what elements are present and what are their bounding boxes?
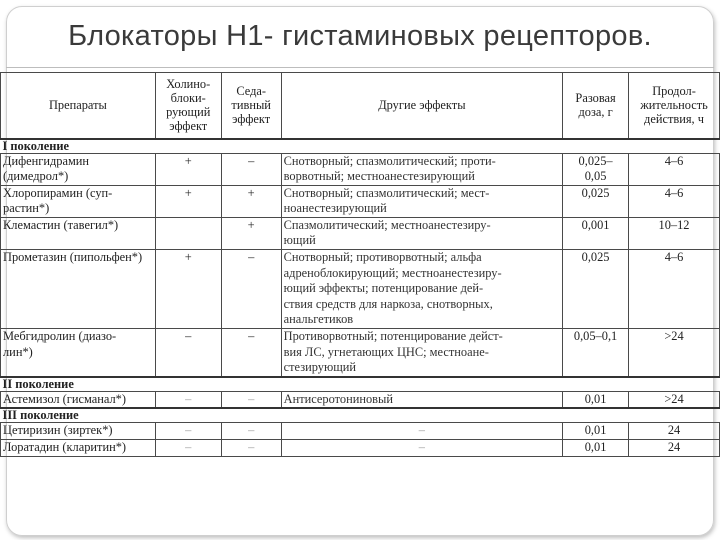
drug-name-cell bbox=[1, 391, 156, 408]
header-line: Продол- bbox=[652, 84, 696, 99]
table-row bbox=[1, 423, 720, 440]
header-line: действия, ч bbox=[644, 112, 704, 127]
drug-name-cell bbox=[1, 250, 156, 329]
cell-line: Снотворный; спазмолитический; проти- bbox=[283, 153, 496, 168]
sedative-cell bbox=[221, 440, 281, 457]
cell-line: – bbox=[248, 153, 255, 168]
section-label bbox=[1, 139, 720, 154]
cell-line: адреноблокирующий; местноанестезиру- bbox=[283, 265, 502, 280]
sedative-cell bbox=[221, 391, 281, 408]
table-row bbox=[1, 217, 720, 249]
cell-line: 4–6 bbox=[664, 250, 684, 265]
dose-cell bbox=[563, 217, 629, 249]
sedative-cell bbox=[221, 329, 281, 377]
other-effects-cell bbox=[281, 250, 562, 329]
cell-line: – bbox=[248, 391, 255, 406]
cholinoblocking-cell bbox=[155, 391, 221, 408]
cell-line: + bbox=[184, 250, 192, 265]
cell-line: Прометазин (пипольфен*) bbox=[3, 250, 143, 265]
cell-line: Мебгидролин (диазо- bbox=[3, 329, 117, 344]
header-duration bbox=[629, 73, 720, 139]
section-label-text: II поколение bbox=[2, 376, 74, 391]
sedative-cell bbox=[221, 153, 281, 185]
dose-cell bbox=[563, 391, 629, 408]
header-drugs: Препараты bbox=[1, 73, 156, 139]
other-effects-cell bbox=[281, 440, 562, 457]
cell-line: – bbox=[185, 391, 192, 406]
drug-name-cell bbox=[1, 440, 156, 457]
header-line: Седа- bbox=[236, 84, 267, 99]
antihistamine-table bbox=[0, 72, 720, 457]
header-other-effects: Другие эффекты bbox=[281, 73, 562, 139]
header-line: блоки- bbox=[170, 91, 206, 106]
table-row bbox=[1, 153, 720, 185]
other-effects-cell bbox=[281, 423, 562, 440]
cell-line: – bbox=[418, 440, 425, 454]
header-line: эффект bbox=[169, 119, 208, 134]
header-line: эффект bbox=[232, 112, 271, 127]
dose-cell bbox=[563, 153, 629, 185]
cholinoblocking-cell bbox=[155, 153, 221, 185]
cell-line: 24 bbox=[667, 423, 681, 438]
cholinoblocking-cell bbox=[155, 423, 221, 440]
duration-cell bbox=[629, 250, 720, 329]
section-label bbox=[1, 377, 720, 392]
cell-line: + bbox=[247, 217, 255, 232]
cell-line: + bbox=[184, 185, 192, 200]
cell-line: – bbox=[185, 329, 192, 344]
cell-line: + bbox=[247, 185, 255, 200]
sedative-cell bbox=[221, 217, 281, 249]
cell-line: – bbox=[185, 423, 192, 438]
duration-cell bbox=[629, 329, 720, 377]
cell-line: Астемизол (гисманал*) bbox=[3, 391, 126, 406]
cell-line: 0,025 bbox=[581, 185, 610, 200]
drug-name-cell bbox=[1, 217, 156, 249]
section-row bbox=[1, 139, 720, 154]
table-row bbox=[1, 329, 720, 377]
other-effects-cell bbox=[281, 153, 562, 185]
cell-line: растин*) bbox=[3, 201, 50, 216]
duration-cell bbox=[629, 217, 720, 249]
header-line: Холино- bbox=[166, 77, 211, 92]
cell-line: – bbox=[248, 423, 255, 438]
cell-line: 0,001 bbox=[581, 217, 610, 232]
cell-line: Дифенгидрамин bbox=[3, 153, 90, 168]
cell-line: Хлоропирамин (суп- bbox=[3, 185, 113, 200]
cell-line: ствия средств для наркоза, снотворных, bbox=[283, 296, 493, 311]
other-effects-cell bbox=[281, 185, 562, 217]
section-row bbox=[1, 408, 720, 423]
cell-line: 24 bbox=[667, 440, 681, 454]
cholinoblocking-cell bbox=[155, 217, 221, 249]
cell-line: ющий эффекты; потенцирование дей- bbox=[283, 281, 484, 296]
dose-cell bbox=[563, 250, 629, 329]
cell-line: 4–6 bbox=[664, 153, 684, 168]
cell-line: – bbox=[248, 250, 255, 265]
table-row bbox=[1, 185, 720, 217]
cell-line: – bbox=[418, 423, 425, 438]
cholinoblocking-cell bbox=[155, 440, 221, 457]
duration-cell bbox=[629, 423, 720, 440]
cell-line: (димедрол*) bbox=[3, 169, 69, 184]
header-line: доза, г bbox=[578, 105, 613, 120]
other-effects-cell bbox=[281, 391, 562, 408]
cell-line: 0,01 bbox=[584, 440, 607, 454]
scanned-table-image bbox=[0, 72, 720, 520]
cell-line: Цетиризин (зиртек*) bbox=[3, 423, 113, 438]
header-sedative bbox=[221, 73, 281, 139]
drug-name-cell bbox=[1, 329, 156, 377]
cell-line: >24 bbox=[664, 329, 684, 344]
section-label-text: I поколение bbox=[2, 138, 69, 153]
cell-line: Снотворный; спазмолитический; мест- bbox=[283, 185, 490, 200]
table-body bbox=[1, 139, 720, 457]
header-line: Разовая bbox=[575, 91, 616, 106]
cell-line: анальгетиков bbox=[283, 312, 354, 327]
cholinoblocking-cell bbox=[155, 250, 221, 329]
cholinoblocking-cell bbox=[155, 329, 221, 377]
cell-line: Клемастин (тавегил*) bbox=[3, 217, 119, 232]
drug-name-cell bbox=[1, 185, 156, 217]
cell-line: 0,025 bbox=[581, 250, 610, 265]
header-single-dose bbox=[563, 73, 629, 139]
cell-line: 10–12 bbox=[658, 217, 690, 232]
cell-line: Антисеротониновый bbox=[283, 391, 393, 406]
header-line: тивный bbox=[231, 98, 271, 113]
header-line: рующий bbox=[166, 105, 211, 120]
other-effects-cell bbox=[281, 329, 562, 377]
table-row bbox=[1, 391, 720, 408]
drug-name-cell bbox=[1, 423, 156, 440]
section-label-text: III поколение bbox=[2, 408, 79, 423]
table-row bbox=[1, 440, 720, 457]
section-row bbox=[1, 377, 720, 392]
cell-line: 0,01 bbox=[584, 423, 607, 438]
cell-line: Спазмолитический; местноанестезиру- bbox=[283, 217, 491, 232]
cell-line: – bbox=[185, 440, 192, 454]
table-row bbox=[1, 250, 720, 329]
title-divider bbox=[6, 67, 714, 68]
cell-line: + bbox=[184, 153, 192, 168]
cell-line: 0,05–0,1 bbox=[573, 329, 618, 344]
cell-line: стезирующий bbox=[283, 360, 357, 375]
cell-line: 0,01 bbox=[584, 391, 607, 406]
cell-line: Лоратадин (кларитин*) bbox=[3, 440, 127, 454]
cell-line: >24 bbox=[664, 391, 684, 406]
section-label bbox=[1, 408, 720, 423]
cell-line: 0,05 bbox=[584, 169, 607, 184]
header-cholinoblocking bbox=[155, 73, 221, 139]
cell-line: ворвотный; местноанестезирующий bbox=[283, 169, 475, 184]
dose-cell bbox=[563, 185, 629, 217]
cell-line: лин*) bbox=[3, 344, 33, 359]
slide-title: Блокаторы Н1- гистаминовых рецепторов. bbox=[68, 20, 652, 52]
duration-cell bbox=[629, 440, 720, 457]
drug-name-cell bbox=[1, 153, 156, 185]
dose-cell bbox=[563, 440, 629, 457]
cell-line: 0,025– bbox=[578, 153, 613, 168]
cell-line: 4–6 bbox=[664, 185, 684, 200]
duration-cell bbox=[629, 153, 720, 185]
duration-cell bbox=[629, 185, 720, 217]
sedative-cell bbox=[221, 423, 281, 440]
header-line: жительность bbox=[640, 98, 708, 113]
cell-line: – bbox=[248, 329, 255, 344]
cell-line: Противорвотный; потенцирование дейст- bbox=[283, 329, 503, 344]
other-effects-cell bbox=[281, 217, 562, 249]
cell-line: – bbox=[248, 440, 255, 454]
table-header-row bbox=[1, 73, 720, 139]
cell-line: ноанестезирующий bbox=[283, 201, 387, 216]
dose-cell bbox=[563, 423, 629, 440]
cell-line: ющий bbox=[283, 233, 316, 248]
cell-line: вия ЛС, угнетающих ЦНС; местноане- bbox=[283, 344, 489, 359]
dose-cell bbox=[563, 329, 629, 377]
duration-cell bbox=[629, 391, 720, 408]
cell-line: Снотворный; противорвотный; альфа bbox=[283, 250, 482, 265]
cholinoblocking-cell bbox=[155, 185, 221, 217]
sedative-cell bbox=[221, 250, 281, 329]
sedative-cell bbox=[221, 185, 281, 217]
